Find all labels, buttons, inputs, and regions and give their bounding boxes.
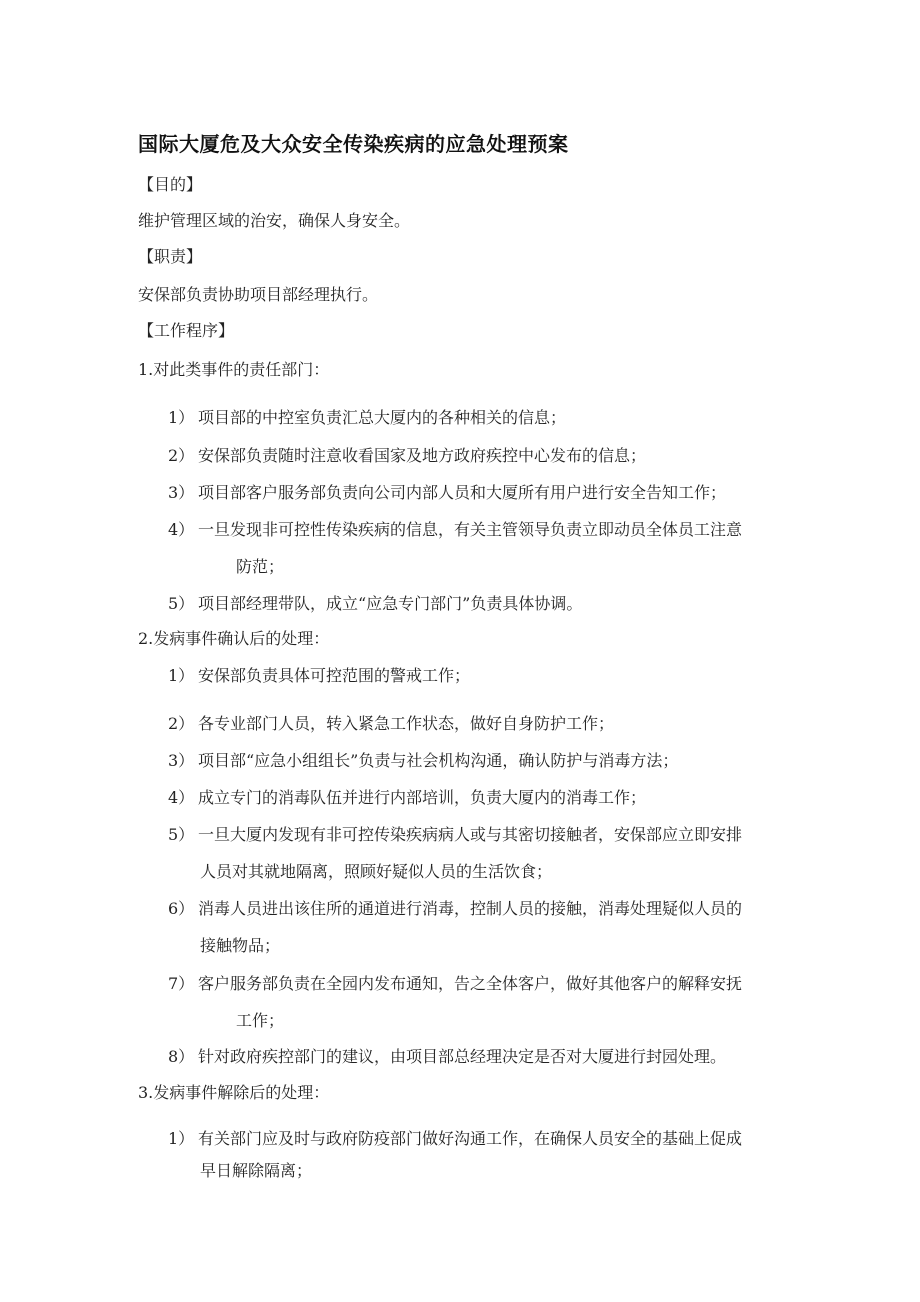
- list-item-text: 项目部客户服务部负责向公司内部人员和大厦所有用户进行安全告知工作；: [198, 483, 727, 502]
- list-item-text: 消毒人员进出该住所的通道进行消毒，控制人员的接触，消毒处理疑似人员的: [198, 899, 743, 918]
- list-item: [168, 750, 678, 772]
- list-item: [168, 593, 582, 615]
- section1-heading: 1.对此类事件的责任部门：: [138, 360, 330, 379]
- list-item-text: 项目部经理带队，成立“应急专门部门”负责具体协调。: [198, 594, 583, 613]
- list-item-number: 5）: [168, 825, 195, 844]
- list-item-number: 1）: [168, 666, 195, 685]
- list-item-continuation: 早日解除隔离；: [200, 1161, 313, 1180]
- list-item-number: 2）: [168, 446, 195, 465]
- list-item-text: 安保部负责随时注意收看国家及地方政府疾控中心发布的信息；: [198, 446, 647, 465]
- list-item-number: 6）: [168, 899, 195, 918]
- list-item-continuation: 工作；: [236, 1011, 285, 1030]
- list-item: [168, 665, 470, 687]
- list-item-number: 1）: [168, 1129, 195, 1148]
- list-item-number: 4）: [168, 520, 195, 539]
- list-item-continuation: 接触物品；: [200, 936, 281, 955]
- duty-text: 安保部负责协助项目部经理执行。: [138, 285, 379, 304]
- section3-heading: 3.发病事件解除后的处理：: [138, 1083, 330, 1102]
- list-item: [168, 973, 742, 995]
- section2-heading: 2.发病事件确认后的处理：: [138, 629, 330, 648]
- list-item: [168, 713, 614, 735]
- list-item-text: 安保部负责具体可控范围的警戒工作；: [198, 666, 471, 685]
- list-item-number: 2）: [168, 714, 195, 733]
- list-item-text: 项目部“应急小组组长”负责与社会机构沟通，确认防护与消毒方法；: [198, 751, 679, 770]
- duty-heading: 【职责】: [138, 247, 203, 266]
- list-item-text: 一旦大厦内发现有非可控传染疾病病人或与其密切接触者，安保部应立即安排: [198, 825, 743, 844]
- list-item-text: 客户服务部负责在全园内发布通知，告之全体客户，做好其他客户的解释安抚: [198, 974, 743, 993]
- list-item-number: 4）: [168, 788, 195, 807]
- list-item-text: 一旦发现非可控性传染疾病的信息，有关主管领导负责立即动员全体员工注意: [198, 520, 743, 539]
- procedure-heading: 【工作程序】: [138, 321, 235, 340]
- list-item: [168, 519, 742, 541]
- list-item: [168, 407, 566, 429]
- list-item: [168, 1128, 742, 1150]
- list-item: [168, 1046, 726, 1068]
- list-item-text: 各专业部门人员，转入紧急工作状态，做好自身防护工作；: [198, 714, 615, 733]
- list-item-text: 有关部门应及时与政府防疫部门做好沟通工作，在确保人员安全的基础上促成: [198, 1129, 743, 1148]
- document-title: 国际大厦危及大众安全传染疾病的应急处理预案: [138, 132, 569, 156]
- list-item-number: 3）: [168, 751, 195, 770]
- list-item-continuation: 防范；: [236, 557, 285, 576]
- purpose-text: 维护管理区域的治安，确保人身安全。: [138, 211, 411, 230]
- list-item-text: 项目部的中控室负责汇总大厦内的各种相关的信息；: [198, 408, 567, 427]
- purpose-heading: 【目的】: [138, 175, 203, 194]
- list-item: [168, 824, 742, 846]
- list-item-number: 5）: [168, 594, 195, 613]
- list-item-number: 7）: [168, 974, 195, 993]
- list-item-text: 成立专门的消毒队伍并进行内部培训，负责大厦内的消毒工作；: [198, 788, 647, 807]
- list-item-text: 针对政府疾控部门的建议，由项目部总经理决定是否对大厦进行封园处理。: [198, 1047, 727, 1066]
- list-item-number: 1）: [168, 408, 195, 427]
- list-item-continuation: 人员对其就地隔离，照顾好疑似人员的生活饮食；: [200, 862, 553, 881]
- list-item-number: 3）: [168, 483, 195, 502]
- list-item: [168, 787, 646, 809]
- list-item: [168, 445, 646, 467]
- list-item: [168, 482, 726, 504]
- list-item: [168, 898, 742, 920]
- list-item-number: 8）: [168, 1047, 195, 1066]
